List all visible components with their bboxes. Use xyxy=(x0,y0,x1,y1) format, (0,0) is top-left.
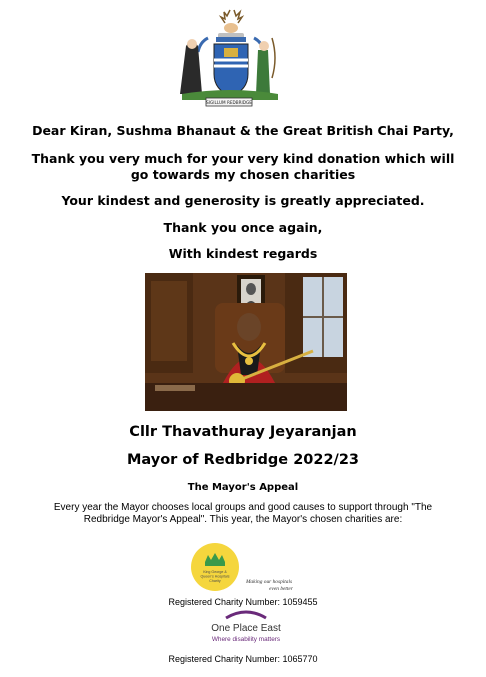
charity-1-registration: Registered Charity Number: 1059455 xyxy=(168,597,318,607)
signatory-title: Mayor of Redbridge 2022/23 xyxy=(126,452,360,468)
charity-1-tagline-2: even better xyxy=(269,586,293,592)
letter-appreciation: Your kindest and generosity is greatly appreciated. xyxy=(61,193,425,208)
appeal-description: Every year the Mayor chooses local groups and good causes to support through "The Redbridge Mayor's Appeal". This year, the Mayor's chosen charities are: xyxy=(53,502,433,525)
letter-thanks-line-1: Thank you very much for your very kind donation which will xyxy=(31,151,455,166)
charity-logo-king-george-queens xyxy=(191,540,303,594)
appeal-heading: The Mayor's Appeal xyxy=(187,482,299,493)
charity-1-logo-text-1: King George & xyxy=(203,570,227,574)
mayor-photo xyxy=(145,273,347,411)
letter-regards: With kindest regards xyxy=(168,246,318,261)
redbridge-crest xyxy=(178,8,280,112)
charity-logo-one-place-east xyxy=(186,608,306,648)
letter-thanks-line-2: go towards my chosen charities xyxy=(130,167,356,182)
charity-1-logo-text-3: Charity xyxy=(209,579,221,583)
charity-2-tagline: Where disability matters xyxy=(211,636,281,643)
letter-thanks-again: Thank you once again, xyxy=(163,220,323,235)
charity-1-logo-text-2: Queen's Hospitals xyxy=(200,574,230,579)
charity-2-logo-name: One Place East xyxy=(211,623,281,634)
charity-1-tagline-1: Making our hospitals xyxy=(245,579,293,585)
letter-greeting: Dear Kiran, Sushma Bhanaut & the Great British Chai Party, xyxy=(32,123,454,138)
crest-motto: SIGILLUM REDBRIDGE xyxy=(206,100,252,105)
signatory-name: Cllr Thavathuray Jeyaranjan xyxy=(129,424,357,440)
charity-2-registration: Registered Charity Number: 1065770 xyxy=(168,654,318,664)
